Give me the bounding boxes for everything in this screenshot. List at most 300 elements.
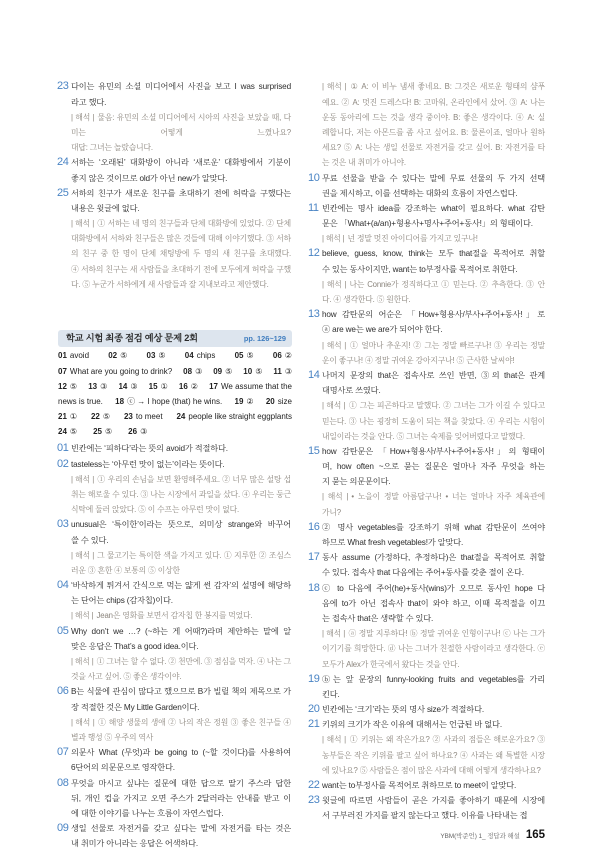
line-text: 물음: 유민의 소셜 미디어에서 시아의 사진을 보았을 때, 다 bbox=[97, 112, 291, 122]
answer-item bbox=[273, 348, 292, 363]
line-text: 권을 제시하고, 이를 선택하는 대화의 흐름이 자연스럽다. bbox=[322, 188, 518, 198]
answer-item bbox=[128, 424, 147, 439]
text-line bbox=[57, 684, 291, 699]
text-line bbox=[322, 596, 545, 611]
text-line bbox=[308, 444, 545, 459]
text-line bbox=[308, 717, 545, 732]
item-number: 23 bbox=[57, 80, 69, 93]
text-line bbox=[71, 669, 291, 684]
line-text: 빈칸에는 ‘크기’라는 뜻의 명사 size가 적절하다. bbox=[322, 705, 484, 715]
answer-value: ③ bbox=[100, 381, 108, 391]
answer-item bbox=[58, 348, 89, 363]
line-text: ⓐ are we는 we are가 되어야 한다. bbox=[322, 325, 443, 335]
text-line bbox=[322, 140, 545, 155]
line-text: 키위의 크기가 작은 이유에 대해서는 언급된 바 없다. bbox=[322, 720, 502, 730]
answer-item bbox=[183, 364, 202, 379]
answer-value: ① bbox=[69, 412, 78, 422]
line-text: 례합니다, 저는 아몬드를 좀 사고 싶어요. B: 물론이죠, 얼마나 원하 bbox=[322, 127, 545, 137]
line-text: ① 서하는 네 명의 친구들과 단체 대화방에 있었다. ② 단체 bbox=[97, 219, 291, 229]
text-line bbox=[322, 687, 545, 702]
line-text: 윗글에 따르면 사람들이 곧은 가지를 좋아하기 때문에 시장에 bbox=[322, 796, 545, 806]
left-column-upper bbox=[57, 79, 291, 292]
answer-value: chips bbox=[196, 351, 216, 361]
text-line bbox=[322, 79, 545, 94]
text-line bbox=[308, 246, 545, 261]
line-text: 서 구부러진 가지를 팔지 않는다고 했다. 이유를 나타내는 접 bbox=[322, 811, 528, 821]
answer-box-header bbox=[58, 330, 292, 347]
text-line bbox=[322, 535, 545, 550]
answer-row bbox=[58, 379, 292, 394]
text-line bbox=[57, 745, 291, 760]
answer-number: 15 bbox=[148, 381, 158, 391]
line-text: ① A: 이 비누 냄새 좋네요. B: 그것은 새로운 형태의 샴푸 bbox=[349, 82, 546, 92]
text-line bbox=[322, 277, 545, 292]
text-line bbox=[322, 732, 545, 747]
item-number: 11 bbox=[308, 201, 319, 214]
answer-item bbox=[118, 379, 137, 394]
answer-item bbox=[273, 364, 292, 379]
text-line bbox=[322, 505, 545, 520]
text-line bbox=[308, 702, 545, 717]
footer-label: YBM(박준언) 1_ 정답과 해설 bbox=[440, 833, 520, 840]
page-footer bbox=[440, 829, 545, 843]
line-text: 넌 정말 멋진 아이디어를 가지고 있구나! bbox=[347, 234, 478, 244]
answer-item bbox=[88, 379, 107, 394]
text-line bbox=[308, 201, 545, 216]
item-number: 01 bbox=[57, 442, 69, 455]
text-line bbox=[57, 457, 291, 472]
answer-number: 24 bbox=[176, 412, 186, 422]
item-number: 13 bbox=[308, 308, 320, 321]
text-line bbox=[71, 608, 291, 623]
answer-number: 08 bbox=[183, 366, 193, 376]
text-line bbox=[308, 307, 545, 322]
answer-value: to meet bbox=[135, 412, 163, 422]
answer-value: ⑤ bbox=[246, 351, 254, 361]
text-line bbox=[322, 429, 545, 444]
text-line bbox=[57, 441, 291, 456]
answer-number: 16 bbox=[178, 381, 188, 391]
answer-item bbox=[176, 409, 292, 424]
answer-value: avoid bbox=[69, 351, 90, 361]
item-number: 15 bbox=[308, 444, 320, 457]
line-text: 러운 ③ 흔한 ④ 보통의 ⑤ 이상한 bbox=[71, 565, 180, 575]
item-number: 12 bbox=[308, 247, 320, 260]
answer-number: 18 bbox=[115, 396, 125, 406]
item-number: 03 bbox=[57, 518, 69, 531]
item-number: 17 bbox=[308, 551, 320, 564]
line-text: 모두가 Alex가 한국에서 왔다는 것을 안다. bbox=[322, 659, 460, 669]
translation-tag: | 해석 | bbox=[322, 492, 349, 502]
translation-tag: | 해석 | bbox=[322, 82, 347, 92]
answer-number: 04 bbox=[184, 351, 194, 361]
answer-value: ③ bbox=[195, 366, 203, 376]
answer-row bbox=[58, 348, 292, 363]
answer-item bbox=[235, 348, 254, 363]
answer-number: 19 bbox=[234, 396, 244, 406]
text-line bbox=[322, 383, 545, 398]
answer-number: 11 bbox=[273, 366, 282, 376]
line-text: 동사 assume (가정하다, 추정하다)은 that절을 목적어로 취할 bbox=[322, 553, 545, 563]
item-number: 18 bbox=[308, 581, 320, 594]
item-number: 23 bbox=[308, 794, 320, 807]
item-number: 21 bbox=[308, 718, 320, 731]
line-text: • 노을이 정말 아름답구나! • 너는 얼마나 자주 체육관에 bbox=[351, 492, 545, 502]
text-line bbox=[308, 778, 545, 793]
translation-tag: | 해석 | bbox=[71, 717, 95, 727]
item-number: 02 bbox=[57, 457, 69, 470]
text-line bbox=[71, 502, 291, 517]
item-number: 10 bbox=[308, 171, 320, 184]
line-text: 빈칸에는 명사 idea를 강조하는 what이 필요하다. what 감탄 bbox=[322, 203, 545, 213]
line-text: 믿는다. ③ 나는 굉장히 도움이 되는 책을 찾았다. ④ 우리는 시험이 bbox=[322, 416, 545, 426]
line-text: ① 그는 피곤하다고 말했다. ② 그녀는 그가 이길 수 있다고 bbox=[348, 401, 545, 411]
answer-number: 14 bbox=[118, 381, 128, 391]
text-line bbox=[57, 155, 291, 170]
item-number: 04 bbox=[57, 579, 69, 592]
answer-item bbox=[235, 394, 254, 409]
line-text: ④ 서하의 친구는 새 사람들을 초대하기 전에 모두에게 허락을 구했 bbox=[71, 264, 291, 274]
text-line bbox=[71, 700, 291, 715]
text-line bbox=[71, 231, 291, 246]
translation-tag: | 해석 | bbox=[322, 234, 345, 244]
line-text: 는 접속사 that은 생략할 수 있다. bbox=[322, 613, 434, 623]
line-text: how 감탄문의 어순은 「How+형용사/부사+주어+동사!」로 bbox=[322, 310, 545, 320]
translation-tag: | 해석 | bbox=[322, 735, 347, 745]
text-line bbox=[322, 262, 545, 277]
translation-tag: | 해석 | bbox=[322, 629, 346, 639]
text-line bbox=[71, 110, 291, 125]
answer-item bbox=[213, 364, 232, 379]
text-line bbox=[71, 533, 291, 548]
line-text: ① 키위는 왜 작은가요? ② 사과의 점들은 해로운가요? ③ bbox=[349, 735, 545, 745]
answer-number: 09 bbox=[213, 366, 223, 376]
line-text: ‘바삭하게 튀겨서 간식으로 먹는 얇게 썬 감자’의 설명에 해당하 bbox=[71, 581, 291, 591]
line-text: 라고 했다. bbox=[71, 97, 107, 107]
answer-item bbox=[58, 364, 172, 379]
line-text: ② 명사 vegetables를 강조하기 위해 what 감탄문이 쓰여야 bbox=[322, 522, 545, 532]
answer-number: 24 bbox=[58, 427, 67, 437]
text-line bbox=[71, 548, 291, 563]
line-text: ① 얼마나 추운지! ② 그는 정말 빠르구나! ③ 우리는 정말 bbox=[349, 340, 546, 350]
line-text: 내 취미가 아니라는 응답은 어색하다. bbox=[71, 839, 199, 849]
text-line bbox=[57, 186, 291, 201]
line-text: want는 to부정사를 목적어로 취하므로 to meet이 알맞다. bbox=[322, 781, 517, 791]
text-line bbox=[322, 748, 545, 763]
text-line bbox=[322, 763, 545, 778]
text-line bbox=[71, 639, 291, 654]
line-text: 서하의 친구가 새로운 친구를 초대하기 전에 허락을 구했다는 bbox=[71, 188, 291, 198]
text-line bbox=[71, 140, 291, 155]
line-text: 나머지 문장의 that은 접속사로 쓰인 반면, ③의 that은 관계 bbox=[322, 370, 545, 380]
translation-tag: | 해석 | bbox=[71, 112, 95, 122]
line-text: Why don’t we …? (~하는 게 어때?)라며 제안하는 말에 알 bbox=[71, 626, 291, 636]
answer-value: ② bbox=[190, 381, 198, 391]
line-text: 좋지 않은 것이므로 old가 아닌 new가 알맞다. bbox=[71, 173, 228, 183]
page-number: 165 bbox=[525, 829, 545, 841]
answer-item bbox=[108, 348, 127, 363]
translation-tag: | 해석 | bbox=[322, 340, 347, 350]
text-line bbox=[57, 578, 291, 593]
text-line bbox=[322, 565, 545, 580]
answer-number: 22 bbox=[90, 412, 100, 422]
text-line bbox=[71, 593, 291, 608]
answer-number: 23 bbox=[123, 412, 133, 422]
text-line bbox=[308, 581, 545, 596]
text-line bbox=[71, 171, 291, 186]
answer-number: 17 bbox=[209, 381, 218, 391]
item-number: 16 bbox=[308, 520, 320, 533]
text-line bbox=[57, 79, 291, 94]
answer-item bbox=[147, 348, 166, 363]
line-text: B는 식물에 관심이 많다고 했으므로 B가 빌릴 책의 제목으로 가 bbox=[71, 687, 291, 697]
text-line bbox=[308, 171, 545, 186]
answer-value: ⑤ bbox=[255, 366, 263, 376]
line-text: 다. ④ 생각한다. ⑤ 원한다. bbox=[322, 295, 411, 305]
text-line bbox=[57, 517, 291, 532]
answer-number: 26 bbox=[128, 427, 138, 437]
text-line bbox=[71, 487, 291, 502]
text-line bbox=[71, 791, 291, 806]
line-text: 에 있나요? ⑤ 사람들은 점이 많은 사과에 대해 어떻게 생각하나요? bbox=[322, 765, 541, 775]
line-text: 무료 선물을 받을 수 있다는 말에 무료 선물의 두 가지 선택 bbox=[322, 173, 545, 183]
item-number: 22 bbox=[308, 779, 320, 792]
answer-list bbox=[58, 348, 292, 439]
line-text: 다이는 유민의 소셜 미디어에서 사진을 보고 I was surprised bbox=[71, 82, 291, 92]
answer-row bbox=[58, 394, 292, 409]
answer-item bbox=[115, 394, 222, 409]
answer-item bbox=[124, 409, 163, 424]
line-text: 는 단어는 chips (감자칩)이다. bbox=[71, 596, 173, 606]
line-text: 별과 행성 ⑤ 우주의 역사 bbox=[71, 732, 154, 742]
text-line bbox=[322, 216, 545, 231]
text-line bbox=[71, 216, 291, 231]
answer-number: 03 bbox=[146, 351, 156, 361]
item-number: 14 bbox=[308, 368, 320, 381]
answer-row bbox=[58, 424, 292, 439]
answer-number: 02 bbox=[108, 351, 118, 361]
text-line bbox=[322, 322, 545, 337]
translation-tag: | 해석 | bbox=[71, 611, 94, 621]
translation-tag: | 해석 | bbox=[71, 474, 95, 484]
line-text: 내일이라는 것을 안다. ⑤ 그녀는 숙제를 잊어버렸다고 말했다. bbox=[322, 431, 525, 441]
answer-value: ③ bbox=[140, 427, 148, 437]
line-text: 대답: 그녀는 놀랐습니다. bbox=[71, 143, 153, 153]
item-number: 07 bbox=[57, 746, 69, 759]
text-line bbox=[322, 125, 545, 140]
text-line bbox=[71, 563, 291, 578]
line-text: 수 있다. 접속사 that 다음에는 주어+동사를 갖춘 절이 온다. bbox=[322, 568, 524, 578]
line-text: ⓑ는 앞 문장의 funny-looking fruits and vegetables를 가리 bbox=[322, 674, 545, 684]
line-text: believe, guess, know, think는 모두 that절을 목적어로 취할 bbox=[322, 249, 545, 259]
answer-item bbox=[149, 379, 168, 394]
line-text: 내용은 윗글에 없다. bbox=[71, 203, 140, 213]
answer-item bbox=[266, 394, 292, 409]
text-line bbox=[71, 125, 291, 140]
answer-item bbox=[209, 379, 292, 394]
left-column-lower bbox=[57, 441, 292, 851]
item-number: 06 bbox=[57, 685, 69, 698]
line-text: 장 적절한 것은 My Little Garden이다. bbox=[71, 702, 200, 712]
line-text: ① 해양 생물의 생애 ② 나의 작은 정원 ③ 좋은 친구들 ④ bbox=[97, 717, 292, 727]
answer-value: ⑤ bbox=[104, 427, 113, 437]
text-line bbox=[322, 611, 545, 626]
text-line bbox=[322, 110, 545, 125]
text-line bbox=[322, 459, 545, 474]
text-line bbox=[322, 231, 545, 246]
answer-value: size bbox=[277, 396, 292, 406]
text-line bbox=[322, 292, 545, 307]
text-line bbox=[57, 624, 291, 639]
answer-value: ⑤ bbox=[102, 412, 111, 422]
translation-tag: | 해석 | bbox=[322, 401, 346, 411]
line-text: 지 묻는 의문문이다. bbox=[322, 477, 391, 487]
line-text: 맞은 응답은 That’s a good idea.이다. bbox=[71, 641, 199, 651]
line-text: 다. ⑤ 누군가 서하에게 새 사람들과 잘 지내보라고 제안했다. bbox=[71, 279, 269, 289]
translation-tag: | 해석 | bbox=[322, 279, 347, 289]
text-line bbox=[57, 776, 291, 791]
line-text: 6단어의 의문문으로 영작한다. bbox=[71, 763, 175, 773]
line-text: how 감탄문은 「How+형용사/부사+주어+동사!」의 형태이 bbox=[322, 446, 545, 456]
text-line bbox=[71, 654, 291, 669]
answer-item bbox=[93, 424, 112, 439]
text-line bbox=[308, 672, 545, 687]
line-text: 쓸 수 있다. bbox=[71, 535, 109, 545]
text-line bbox=[322, 626, 545, 641]
line-text: ① 그녀는 할 수 없다. ② 천만에. ③ 점심을 먹자. ④ 나는 그 bbox=[96, 657, 292, 667]
text-line bbox=[308, 520, 545, 535]
text-line bbox=[322, 414, 545, 429]
answer-value: What are you going to drink? bbox=[69, 366, 173, 376]
text-line bbox=[71, 262, 291, 277]
answer-value: ⑤ bbox=[225, 366, 233, 376]
answer-number: 20 bbox=[265, 396, 275, 406]
answer-box-title: 학교 시험 최종 점검 예상 문제 2회 bbox=[66, 333, 198, 343]
line-text: ① 우리의 손님을 보면 환영해주세요. ② 너무 많은 설탕 섭 bbox=[97, 474, 291, 484]
line-text: 운이 좋구나! ④ 정말 귀여운 강아지구나! ⑤ 근사한 날씨야! bbox=[322, 355, 515, 365]
line-text: 나는 Connie가 정직하다고 ① 믿는다. ② 추측한다. ③ 안 bbox=[349, 279, 545, 289]
answer-number: 10 bbox=[243, 366, 253, 376]
line-text: 뒤, 개인 컵을 가지고 오면 주스가 2달러라는 안내를 받고 이 bbox=[71, 793, 291, 803]
line-text: 의 친구 중 한 명이 단체 채팅방에 두 명의 새 친구를 초대했다. bbox=[71, 249, 291, 259]
text-line bbox=[71, 715, 291, 730]
answer-item bbox=[185, 348, 216, 363]
answer-value: ⑤ bbox=[69, 381, 78, 391]
line-text: 가니? bbox=[322, 507, 341, 517]
line-text: 며, how often ~으로 묻는 질문은 얼마나 자주 무엇을 하는 bbox=[322, 462, 545, 472]
line-text: 킨다. bbox=[322, 689, 340, 699]
line-text: ⓒ to 다음에 주어(he)+동사(wins)가 오므로 동사인 hope 다 bbox=[322, 583, 545, 593]
text-line bbox=[71, 472, 291, 487]
text-line bbox=[322, 489, 545, 504]
text-line bbox=[322, 353, 545, 368]
text-line bbox=[322, 474, 545, 489]
answer-item bbox=[179, 379, 198, 394]
translation-tag: | 해석 | bbox=[71, 657, 94, 667]
text-line bbox=[308, 550, 545, 565]
text-line bbox=[71, 201, 291, 216]
line-text: 것을 사고 싶어. ⑤ 좋은 생각이야. bbox=[71, 672, 182, 682]
answer-value: ③ bbox=[130, 381, 138, 391]
line-text: 하므로 What fresh vegetables!가 알맞다. bbox=[322, 538, 464, 548]
answer-value: ⓒ → I hope (that) he wins. bbox=[127, 396, 223, 406]
line-text: 생일 선물로 자전거를 갖고 싶다는 말에 자전거를 타는 것은 bbox=[71, 824, 291, 834]
text-line bbox=[71, 806, 291, 821]
line-text: tasteless는 ‘아무런 맛이 없는’이라는 뜻이다. bbox=[71, 459, 225, 469]
text-line bbox=[57, 821, 291, 836]
item-number: 09 bbox=[57, 822, 69, 835]
answer-row bbox=[58, 364, 292, 379]
answer-row bbox=[58, 409, 292, 424]
text-line bbox=[322, 657, 545, 672]
answer-value: news is true. bbox=[58, 396, 103, 406]
answer-value: ③ bbox=[284, 366, 292, 376]
line-text: 이기기를 희망한다. ⓓ 나는 그녀가 친절한 사람이라고 생각한다. ⓔ bbox=[322, 644, 545, 654]
text-line bbox=[322, 95, 545, 110]
text-line bbox=[71, 246, 291, 261]
line-text: 는 것은 내 취미가 아니야. bbox=[322, 158, 406, 168]
text-line bbox=[308, 368, 545, 383]
line-text: 서하는 ‘오래된’ 대화방이 아니라 ‘새로운’ 대화방에서 기분이 bbox=[71, 158, 291, 168]
answer-value: ⑤ bbox=[120, 351, 128, 361]
text-line bbox=[308, 793, 545, 808]
answer-value: ② bbox=[246, 396, 254, 406]
line-text: 식탁에 둘러 앉았다. ⑤ 이 수프는 아무런 맛이 없다. bbox=[71, 505, 240, 515]
text-line bbox=[322, 155, 545, 170]
line-text: 미는 어떻게 느꼈나요? bbox=[71, 127, 291, 137]
line-text: 수 있는 동사이지만, want는 to부정사를 목적어로 취한다. bbox=[322, 264, 518, 274]
answer-value: ② bbox=[284, 351, 292, 361]
answer-number: 05 bbox=[234, 351, 244, 361]
line-text: 에 대한 이야기를 나누는 흐름이 자연스럽다. bbox=[71, 808, 224, 818]
line-text: 의문사 What (무엇)과 be going to (~할 것이다)를 사용하여 bbox=[71, 748, 291, 758]
line-text: 취는 해로울 수 있다. ③ 나는 시장에서 과일을 샀다. ④ 우리는 둥근 bbox=[71, 489, 291, 499]
text-line bbox=[71, 277, 291, 292]
text-line bbox=[322, 641, 545, 656]
translation-tag: | 해석 | bbox=[71, 550, 95, 560]
text-line bbox=[71, 95, 291, 110]
text-line bbox=[71, 730, 291, 745]
line-text: 대명사로 쓰였다. bbox=[322, 386, 381, 396]
item-number: 05 bbox=[57, 624, 69, 637]
item-number: 25 bbox=[57, 186, 69, 199]
answer-number: 01 bbox=[58, 351, 67, 361]
line-text: Jean은 영화를 보면서 감자칩 한 봉지를 먹었다. bbox=[96, 611, 253, 621]
item-number: 08 bbox=[57, 776, 69, 789]
answer-value: people like straight eggplants bbox=[188, 412, 292, 422]
line-text: 빈칸에는 ‘피하다’라는 뜻의 avoid가 적절하다. bbox=[71, 444, 228, 454]
text-line bbox=[322, 398, 545, 413]
line-text: 예요. ② A: 멋진 드레스다! B: 고마워, 온라인에서 샀어. ③ A: 나는 bbox=[322, 97, 545, 107]
line-text: 운동 동아리에 드는 것을 생각 중이야. B: 좋은 생각이다. ④ A: 실 bbox=[322, 112, 545, 122]
answer-item bbox=[91, 409, 110, 424]
answer-number: 25 bbox=[93, 427, 102, 437]
item-number: 20 bbox=[308, 703, 320, 716]
text-line bbox=[71, 760, 291, 775]
answer-value: We assume that the bbox=[221, 381, 292, 391]
answer-number: 06 bbox=[272, 351, 282, 361]
line-text: 대화방에서 서하와 친구들은 많은 것들에 대해 이야기했다. ③ 서하 bbox=[71, 234, 291, 244]
answer-item bbox=[58, 409, 77, 424]
line-text: 세요? ⑤ A: 나는 생일 선물로 자전거를 갖고 싶어. B: 자전거를 타 bbox=[322, 143, 545, 153]
line-text: 무엇을 마시고 싶냐는 질문에 대한 답으로 딸기 주스라 답한 bbox=[71, 778, 291, 788]
line-text: unusual은 ‘특이한’이라는 뜻으로, 의미상 strange와 바꾸어 bbox=[71, 520, 291, 530]
answer-number: 12 bbox=[58, 381, 67, 391]
line-text: 음에 to가 아닌 접속사 that이 와야 하고, 이때 목적절을 이끄 bbox=[322, 598, 545, 608]
answer-item bbox=[58, 379, 77, 394]
text-line bbox=[322, 186, 545, 201]
answer-number: 13 bbox=[88, 381, 98, 391]
